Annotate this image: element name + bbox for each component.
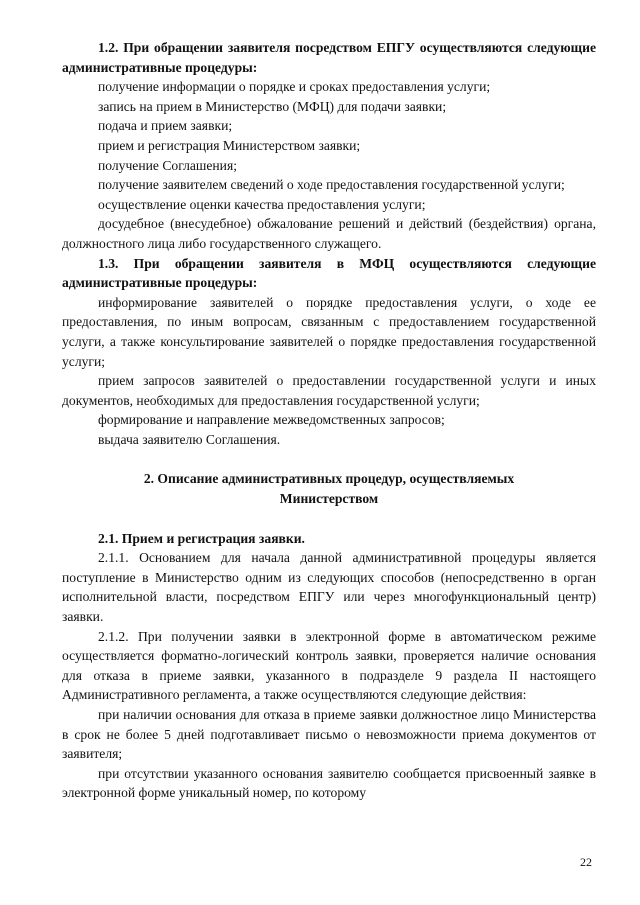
list-item: выдача заявителю Соглашения. <box>98 431 281 447</box>
list-item: досудебное (внесудебное) обжалование решений и действий (бездействия) органа, должностного лица либо государственного служащего. <box>62 216 596 251</box>
list-item: осуществление оценки качества предоставления услуги; <box>98 196 426 212</box>
section-2-title-line-2: Министерством <box>279 491 379 507</box>
section-1-2-heading: 1.2. При обращении заявителя посредством ЕПГУ осуществляются следующие административные процедуры: <box>62 40 596 75</box>
list-item: подача и прием заявки; <box>98 118 233 134</box>
list-item: запись на прием в Министерство (МФЦ) для подачи заявки; <box>98 98 447 114</box>
list-item: прием запросов заявителей о предоставлении государственной услуги и иных документов, необходимых для предоставления государственной услуги; <box>62 373 596 408</box>
section-2-title-line-1: 2. Описание административных процедур, осуществляемых <box>143 471 515 487</box>
spacer <box>62 509 596 529</box>
paragraph: 2.1.2. При получении заявки в электронной форме в автоматическом режиме осуществляется форматно-логический контроль заявки, проверяется наличие основания для отказа в приеме заявки, указанного в подразделе 9 раздела II настоящего Административного регламента, а также осуществляются следующие действия: <box>62 628 596 703</box>
paragraph: 2.1.1. Основанием для начала данной административной процедуры является поступление в Министерство одним из следующих способов (непосредственно в орган исполнительной власти, посредством ЕПГУ или через многофункциональный центр) заявки. <box>62 550 596 625</box>
list-item: прием и регистрация Министерством заявки; <box>98 137 361 153</box>
section-1-3-heading: 1.3. При обращении заявителя в МФЦ осуществляются следующие административные процедуры: <box>62 255 596 291</box>
list-item: получение Соглашения; <box>98 157 237 173</box>
list-item: получение заявителем сведений о ходе предоставления государственной услуги; <box>98 177 565 193</box>
paragraph: при отсутствии указанного основания заявителю сообщается присвоенный заявке в электронной форме уникальный номер, по которому <box>62 765 596 801</box>
paragraph: при наличии основания для отказа в приеме заявки должностное лицо Министерства в срок не более 5 дней подготавливает письмо о невозможности приема документов от заявителя; <box>62 707 596 762</box>
list-item: формирование и направление межведомственных запросов; <box>98 412 445 428</box>
spacer <box>62 449 596 469</box>
section-2-1-heading: 2.1. Прием и регистрация заявки. <box>98 530 305 546</box>
list-item: получение информации о порядке и сроках предоставления услуги; <box>98 79 491 95</box>
page-number: 22 <box>580 855 592 869</box>
list-item: информирование заявителей о порядке предоставления услуги, о ходе ее предоставления, по иным вопросам, связанным с предоставлением государственной услуги, а также консультирование заявителей о порядке предоставления государственной услуги; <box>62 294 596 369</box>
document-body <box>62 38 596 803</box>
